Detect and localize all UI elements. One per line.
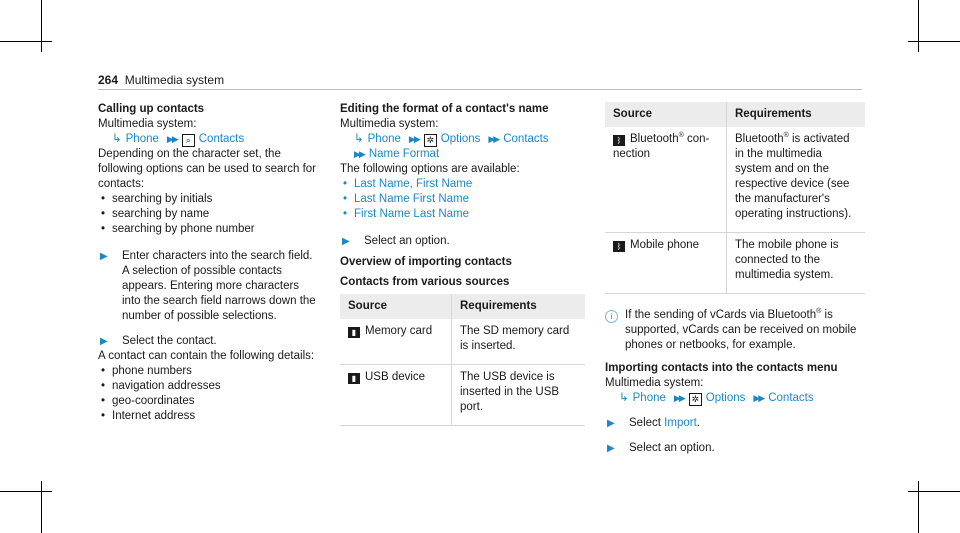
bluetooth-icon: ᛒ <box>613 135 625 146</box>
source-label: USB device <box>365 371 426 383</box>
registered-mark: ® <box>783 132 789 140</box>
step-text: Enter characters into the search field. <box>122 250 313 262</box>
info-icon: i <box>605 310 618 323</box>
source-label-cont: con-nection <box>613 133 710 160</box>
import-heading: Importing contacts into the contacts menu <box>605 362 838 374</box>
double-chevron-icon: ▶▶ <box>408 134 419 144</box>
header-rule <box>98 89 862 90</box>
list-item: • searching by initials <box>98 192 318 207</box>
step-detail: A selection of possible contacts appears. Entering more characters into the search field narrows down the number of possible selections. <box>122 265 316 322</box>
instruction-step <box>98 334 318 349</box>
column-2 <box>340 102 585 426</box>
format-option[interactable]: • First Name Last Name <box>340 207 585 222</box>
step-text: Select the contact. <box>122 335 217 347</box>
instruction-step <box>605 416 865 431</box>
enter-arrow-icon: ↳ <box>112 133 122 145</box>
nav-contacts[interactable]: Contacts <box>503 133 549 145</box>
note-text-cont: is supported, vCards can be received on mobile phones or netbooks, for example. <box>625 309 857 351</box>
list-item: • searching by name <box>98 207 318 222</box>
sources-table <box>340 294 585 426</box>
step-arrow-icon: ▶ <box>100 336 108 347</box>
usb-icon: ▮ <box>348 373 360 384</box>
list-item: • geo-coordinates <box>98 394 318 409</box>
crop-mark <box>41 0 42 52</box>
gear-icon: ✲ <box>424 134 437 147</box>
nav-options[interactable]: Options <box>440 133 481 145</box>
table-header: Source <box>605 102 727 127</box>
nav-contacts[interactable]: Contacts <box>768 392 814 404</box>
gear-icon: ✲ <box>689 393 702 406</box>
step-text <box>629 416 865 431</box>
source-label: Bluetooth <box>630 133 679 145</box>
format-option[interactable]: • Last Name First Name <box>340 192 585 207</box>
enter-arrow-icon: ↳ <box>619 392 629 404</box>
crop-mark <box>41 481 42 533</box>
table-cell <box>340 365 452 426</box>
nav-path <box>605 391 865 406</box>
nav-phone[interactable]: Phone <box>125 133 159 145</box>
description: Depending on the character set, the following options can be used to search for contacts: <box>98 148 316 190</box>
double-chevron-icon: ▶▶ <box>753 393 764 403</box>
registered-mark: ® <box>816 308 822 316</box>
search-icon: ⌕ <box>182 134 195 147</box>
req-text-cont: is activated in the multimedia system and on the respective device (see the manufacturer's operating instructions). <box>735 133 852 220</box>
registered-mark: ® <box>678 132 684 140</box>
nav-phone[interactable]: Phone <box>632 392 666 404</box>
table-cell: The USB device is inserted in the USB port. <box>452 365 586 426</box>
table-cell <box>605 233 727 294</box>
crop-mark <box>918 481 919 533</box>
nav-path-cont <box>340 147 585 162</box>
step-arrow-icon: ▶ <box>607 418 615 429</box>
instruction-step <box>340 234 585 249</box>
column-1 <box>98 102 318 424</box>
enter-arrow-icon: ↳ <box>354 133 364 145</box>
table-row <box>340 319 585 365</box>
nav-phone[interactable]: Phone <box>367 133 401 145</box>
crop-mark <box>908 491 960 492</box>
sources-table-continued <box>605 102 865 294</box>
req-text: Bluetooth <box>735 133 784 145</box>
format-option[interactable]: • Last Name, First Name <box>340 177 585 192</box>
crop-mark <box>918 0 919 52</box>
step-arrow-icon: ▶ <box>100 251 108 262</box>
step-text-prefix: Select <box>629 417 665 429</box>
table-header: Requirements <box>727 102 866 127</box>
search-options-list <box>98 192 318 237</box>
table-header: Requirements <box>452 294 586 319</box>
step-text-suffix: . <box>696 417 700 429</box>
list-item: • navigation addresses <box>98 379 318 394</box>
section-heading: Editing the format of a contact's name <box>340 103 549 115</box>
format-options-list <box>340 177 585 222</box>
page-number: 264 <box>98 73 119 87</box>
overview-heading: Overview of importing contacts <box>340 256 512 268</box>
nav-contacts[interactable]: Contacts <box>198 133 245 145</box>
table-cell <box>605 127 727 233</box>
column-3 <box>605 102 865 456</box>
step-text: Select an option. <box>364 235 450 247</box>
instruction-step <box>98 249 318 324</box>
path-intro: Multimedia system: <box>605 377 704 389</box>
page-header <box>98 73 224 88</box>
info-note <box>605 308 865 353</box>
source-label: Mobile phone <box>630 239 700 251</box>
list-item: • Internet address <box>98 409 318 424</box>
table-cell: The mobile phone is connected to the multimedia system. <box>727 233 866 294</box>
step-arrow-icon: ▶ <box>342 236 350 247</box>
sources-heading: Contacts from various sources <box>340 276 510 288</box>
table-cell <box>340 319 452 365</box>
table-row <box>605 233 865 294</box>
instruction-step <box>605 441 865 456</box>
table-row <box>340 365 585 426</box>
note-text: If the sending of vCards via Bluetooth <box>625 309 817 321</box>
nav-path <box>340 132 585 147</box>
step-text: Select an option. <box>629 442 715 454</box>
section-title: Multimedia system <box>124 73 225 87</box>
path-intro: Multimedia system: <box>98 118 197 130</box>
section-heading: Calling up contacts <box>98 103 205 115</box>
double-chevron-icon: ▶▶ <box>354 149 364 159</box>
crop-mark <box>0 491 52 492</box>
details-intro: A contact can contain the following details: <box>98 350 315 362</box>
nav-name-format[interactable]: Name Format <box>368 148 440 160</box>
crop-mark <box>0 41 52 42</box>
step-arrow-icon: ▶ <box>607 443 615 454</box>
double-chevron-icon: ▶▶ <box>673 393 684 403</box>
memory-card-icon: ▮ <box>348 327 360 338</box>
list-item: • phone numbers <box>98 364 318 379</box>
list-item: • searching by phone number <box>98 222 318 237</box>
import-link[interactable]: Import <box>664 417 697 429</box>
table-cell: The SD memory card is inserted. <box>452 319 586 365</box>
table-row <box>605 127 865 233</box>
path-intro: Multimedia system: <box>340 118 439 130</box>
contact-details-list <box>98 364 318 424</box>
double-chevron-icon: ▶▶ <box>166 134 177 144</box>
mobile-phone-icon: ᛒ <box>613 241 625 252</box>
nav-options[interactable]: Options <box>705 392 746 404</box>
double-chevron-icon: ▶▶ <box>488 134 499 144</box>
source-label: Memory card <box>365 325 433 337</box>
table-cell <box>727 127 866 233</box>
available-intro: The following options are available: <box>340 163 520 175</box>
nav-path <box>98 132 318 147</box>
crop-mark <box>908 41 960 42</box>
table-header: Source <box>340 294 452 319</box>
